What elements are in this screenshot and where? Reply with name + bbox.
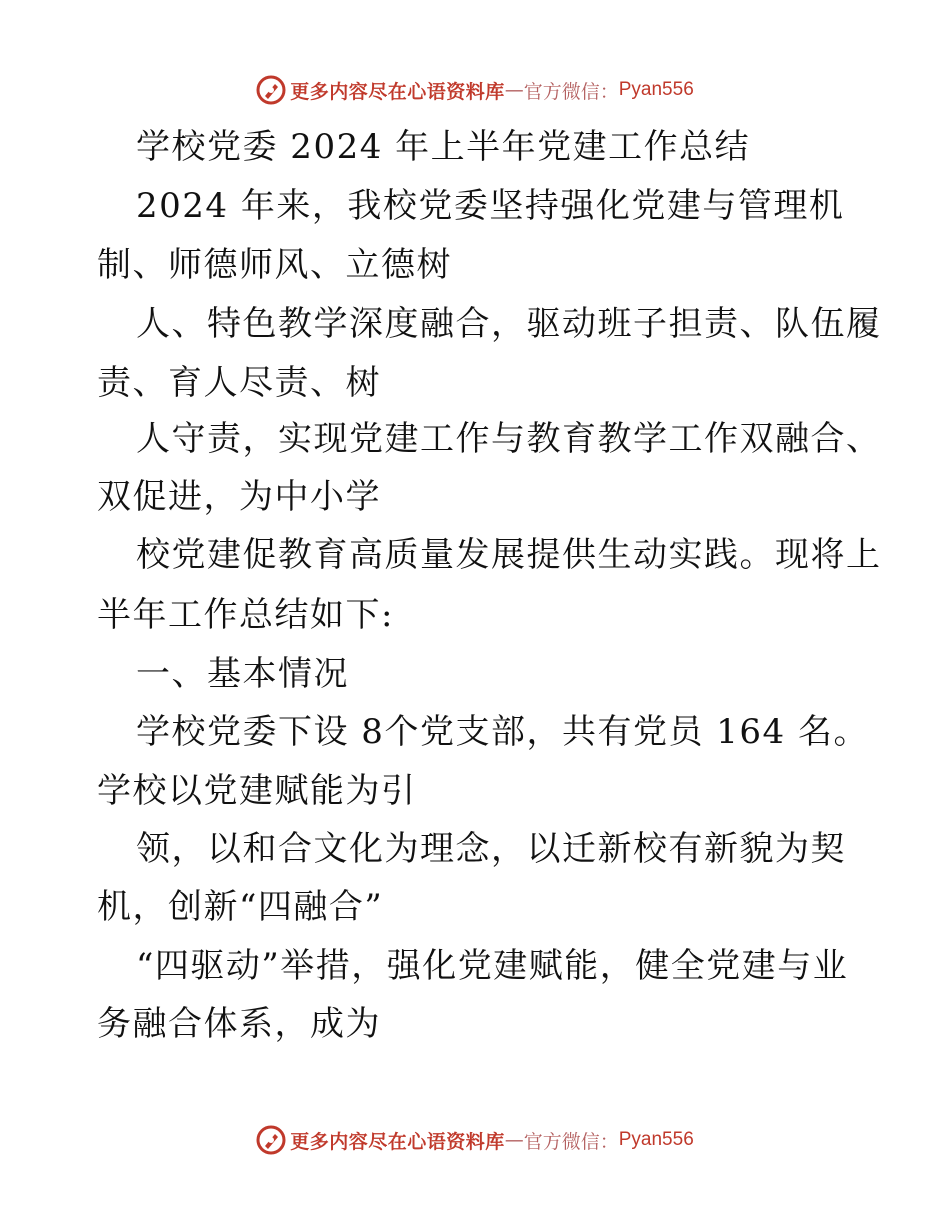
watermark-separator: — — [504, 1129, 524, 1151]
watermark-label: 官方微信： — [523, 80, 619, 103]
paragraph-line: 2024 年来，我校党委坚持强化党建与管理机 — [136, 186, 845, 226]
paragraph-line: 制、师德师风、立德树 — [97, 245, 452, 285]
paragraph-line: 半年工作总结如下: — [97, 595, 394, 635]
paragraph-line: 学校党委下设 8个党支部，共有党员 164 名。 — [136, 712, 869, 752]
paragraph-line: “四驱动”举措，强化党建赋能，健全党建与业 — [136, 946, 849, 986]
watermark-id: Pyan556 — [618, 1129, 694, 1150]
watermark-separator: — — [504, 79, 524, 101]
pen-logo-icon — [256, 1125, 286, 1155]
watermark-brand: 更多内容尽在心语资料库 — [290, 80, 505, 103]
paragraph-line: 人守责，实现党建工作与教育教学工作双融合、 — [136, 419, 882, 459]
paragraph-line: 务融合体系，成为 — [97, 1004, 381, 1044]
section-heading: 一、基本情况 — [136, 654, 349, 694]
paragraph-line: 领，以和合文化为理念，以迁新校有新貌为契 — [136, 829, 846, 869]
document-title: 学校党委 2024 年上半年党建工作总结 — [136, 127, 751, 167]
paragraph-line: 责、育人尽责、树 — [97, 363, 381, 403]
watermark-footer — [0, 1120, 950, 1160]
paragraph-line: 人、特色教学深度融合，驱动班子担责、队伍履 — [136, 304, 882, 344]
watermark-id: Pyan556 — [618, 79, 694, 100]
paragraph-line: 双促进，为中小学 — [97, 477, 381, 517]
paragraph-line: 学校以党建赋能为引 — [97, 771, 417, 811]
paragraph-line: 机，创新“四融合” — [97, 887, 384, 927]
watermark-label: 官方微信： — [523, 1130, 619, 1153]
paragraph-line: 校党建促教育高质量发展提供生动实践。现将上 — [136, 535, 882, 575]
watermark-brand: 更多内容尽在心语资料库 — [290, 1130, 505, 1153]
